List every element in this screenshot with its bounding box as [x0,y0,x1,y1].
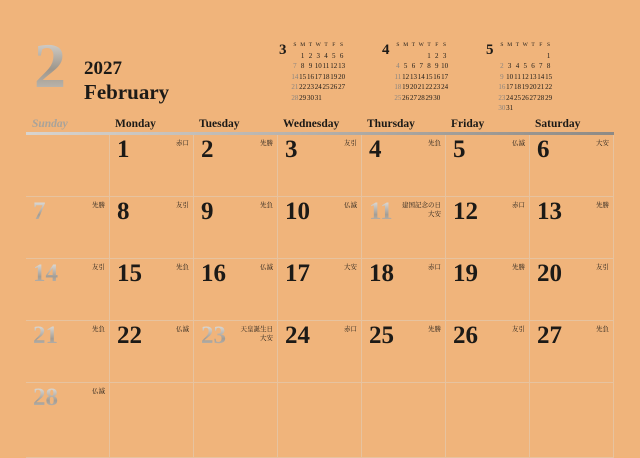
mini-day: 22 [425,83,433,91]
mini-day: 9 [308,62,313,70]
mini-day [402,51,410,62]
day-number: 27 [537,322,562,349]
mini-day: 16 [433,72,441,81]
mini-day: 23 [433,83,441,91]
mini-day: 22 [299,83,307,91]
day-cell[interactable] [530,135,614,197]
day-number: 1 [117,136,130,163]
day-cell[interactable] [362,259,446,321]
weekday-monday: Monday [115,118,156,130]
mini-day: 9 [435,62,439,70]
mini-day: 25 [322,83,330,91]
mini-day [506,51,514,62]
rokuyo-label: 大安 [428,209,441,218]
day-cell[interactable] [194,197,278,259]
weekday-thursday: Thursday [367,118,415,130]
mini-day: 14 [537,72,545,81]
mini-day [394,51,402,62]
mini-weekday: T [324,42,328,48]
rokuyo-label: 先勝 [596,201,609,209]
rokuyo-label: 友引 [176,201,189,209]
day-number: 7 [33,198,46,225]
mini-weekday: S [293,42,297,48]
mini-day: 10 [506,72,514,81]
mini-day [521,51,529,62]
mini-day: 17 [441,72,449,81]
mini-day: 3 [442,51,447,60]
mini-day [521,103,529,114]
mini-day: 16 [498,83,506,91]
day-number: 3 [285,136,298,163]
day-cell[interactable] [278,259,362,321]
mini-weekday: M [507,42,513,48]
mini-day: 26 [402,93,410,102]
mini-weekday: W [522,42,528,48]
mini-day: 14 [291,72,299,81]
mini-day: 3 [316,51,320,60]
day-cell[interactable] [26,197,110,259]
mini-day: 20 [338,72,346,81]
day-cell[interactable] [278,197,362,259]
day-number: 6 [537,136,550,163]
rokuyo-label: 先負 [596,325,609,333]
day-cell[interactable] [362,135,446,197]
mini-day [291,51,299,62]
mini-day: 20 [409,83,417,91]
day-cell[interactable] [110,135,194,197]
mini-weekday: W [418,42,424,48]
day-number: 9 [201,198,214,225]
day-number: 15 [117,260,142,287]
mini-weekday: S [547,42,551,48]
mini-day: 22 [545,83,553,91]
mini-day: 26 [521,93,529,102]
day-cell[interactable] [362,321,446,383]
mini-day: 5 [523,62,527,70]
mini-day: 19 [521,83,529,91]
mini-day: 28 [537,93,545,102]
mini-day [529,51,537,62]
rokuyo-label: 友引 [92,263,105,271]
calendar-header [0,0,640,116]
mini-day [514,103,522,114]
rokuyo-label: 仏滅 [344,201,357,209]
mini-weekday: W [315,42,321,48]
mini-day: 8 [300,62,305,70]
day-cell[interactable] [26,259,110,321]
mini-day: 3 [507,62,512,70]
mini-day: 18 [394,83,402,91]
mini-day [322,93,330,104]
day-number: 4 [369,136,382,163]
rokuyo-label: 友引 [512,325,525,333]
mini-day: 14 [417,72,425,81]
day-number: 21 [33,322,58,349]
mini-day: 25 [394,93,402,102]
mini-weekday: S [500,42,504,48]
weekday-saturday: Saturday [535,118,581,130]
mini-weekday: M [403,42,409,48]
day-number: 5 [453,136,466,163]
rokuyo-label: 赤口 [176,139,189,147]
mini-day: 19 [330,72,338,81]
mini-day: 12 [330,62,338,70]
mini-day: 23 [498,93,506,102]
rokuyo-label: 先勝 [92,201,105,209]
rokuyo-label: 仏滅 [260,263,273,271]
mini-day: 28 [291,93,299,102]
rokuyo-label: 先勝 [512,263,525,271]
mini-day: 21 [537,83,545,91]
mini-day: 11 [394,72,402,81]
mini-weekday: F [539,42,543,48]
day-cell[interactable] [278,135,362,197]
mini-day: 17 [314,72,322,81]
mini-day: 31 [314,93,322,102]
mini-day: 30 [498,104,506,112]
day-cell[interactable] [110,321,194,383]
mini-day [537,103,545,114]
day-cell[interactable] [530,259,614,321]
mini-day: 30 [306,93,314,102]
mini-day: 18 [322,72,330,81]
mini-day [410,51,418,62]
mini-day: 4 [396,62,400,70]
mini-day: 24 [314,83,322,91]
mini-day: 27 [529,93,537,102]
mini-day: 13 [409,72,417,81]
mini-day [338,93,346,104]
rokuyo-label: 大安 [596,139,609,147]
day-number: 18 [369,260,394,287]
day-cell[interactable] [446,383,530,458]
mini-day: 12 [521,72,529,81]
day-cell[interactable] [530,197,614,259]
mini-day: 23 [306,83,314,91]
mini-day: 15 [425,72,433,81]
rokuyo-label: 仏滅 [176,325,189,333]
rokuyo-label: 先勝 [428,325,441,333]
mini-day [498,51,506,62]
holiday-name: 天皇誕生日 [240,325,273,333]
mini-day: 21 [291,83,299,91]
month-number: 2 [34,30,66,101]
mini-day [330,93,338,104]
mini-day: 2 [435,51,439,60]
mini-weekday: T [515,42,520,48]
mini-day: 17 [506,83,514,91]
day-number: 17 [285,260,310,287]
mini-day: 26 [330,83,338,91]
mini-weekday: S [443,42,447,48]
day-cell[interactable] [26,383,110,458]
rokuyo-label: 先勝 [260,139,273,147]
mini-day: 29 [425,93,433,102]
rokuyo-label: 友引 [344,139,357,147]
day-cell[interactable] [446,259,530,321]
mini-day: 7 [539,62,543,70]
mini-day: 1 [300,51,305,60]
mini-day: 24 [506,93,514,102]
mini-day: 8 [546,62,551,70]
mini-day [514,51,522,62]
day-number: 22 [117,322,142,349]
rokuyo-label: 先負 [92,325,105,333]
mini-day: 7 [293,62,297,70]
day-number: 8 [117,198,130,225]
day-number: 24 [285,322,310,349]
mini-weekday: T [308,42,313,48]
weekday-sunday: Sunday [32,118,68,130]
mini-weekday: S [396,42,400,48]
day-cell[interactable] [530,321,614,383]
day-cell[interactable] [362,197,446,259]
day-number: 26 [453,322,478,349]
mini-day: 6 [411,62,416,70]
day-cell[interactable] [194,259,278,321]
mini-day: 20 [529,83,537,91]
day-cell[interactable] [110,259,194,321]
mini-day: 10 [314,62,322,70]
rokuyo-label: 大安 [260,333,273,342]
rokuyo-label: 仏滅 [512,139,525,147]
mini-weekday: T [531,42,535,48]
mini-day: 29 [299,93,307,102]
year: 2027 [84,58,122,79]
month-name: February [84,80,170,104]
mini-day: 8 [427,62,431,70]
day-cell[interactable] [446,135,530,197]
day-cell[interactable] [362,383,446,458]
mini-month-number: 3 [279,42,287,58]
mini-day: 11 [322,62,330,70]
rokuyo-label: 先負 [428,139,441,147]
month-grid [26,135,614,458]
mini-day [545,103,553,114]
day-number: 12 [453,198,478,225]
mini-day: 28 [417,93,425,102]
mini-day: 7 [419,62,423,70]
day-cell[interactable] [110,383,194,458]
mini-weekday: T [427,42,431,48]
mini-day: 4 [324,51,328,60]
mini-weekday: T [411,42,416,48]
mini-month-number: 4 [382,42,390,58]
mini-day: 1 [427,51,431,60]
mini-day: 27 [338,83,346,91]
mini-day: 18 [513,83,521,91]
weekday-wednesday: Wednesday [283,118,340,130]
mini-day: 16 [306,72,314,81]
mini-day: 13 [338,62,346,70]
mini-day: 5 [403,62,408,70]
mini-day: 24 [441,83,449,91]
day-number: 13 [537,198,562,225]
day-number: 14 [33,260,58,287]
day-cell[interactable] [446,197,530,259]
weekday-tuesday: Tuesday [199,118,240,130]
mini-day: 29 [545,93,553,102]
day-cell[interactable] [446,321,530,383]
mini-day: 11 [514,72,521,81]
mini-day: 10 [441,62,449,70]
mini-day: 4 [515,62,520,70]
day-number: 25 [369,322,394,349]
day-cell[interactable] [110,197,194,259]
day-cell[interactable] [194,383,278,458]
holiday-name: 建国記念の日 [402,201,441,209]
mini-day: 12 [402,72,410,81]
rokuyo-label: 赤口 [344,325,357,333]
day-number: 20 [537,260,562,287]
mini-month-number: 5 [486,42,494,58]
mini-day [529,103,537,114]
mini-day [417,51,425,62]
day-cell[interactable] [278,383,362,458]
mini-day: 2 [500,62,504,70]
mini-day: 21 [417,83,425,91]
day-number: 11 [369,198,393,225]
weekday-friday: Friday [451,118,485,130]
rokuyo-label: 仏滅 [92,387,105,395]
day-cell[interactable] [194,135,278,197]
rokuyo-label: 大安 [344,263,357,271]
mini-weekday: F [332,42,336,48]
rokuyo-label: 先負 [260,201,273,209]
day-cell[interactable] [194,321,278,383]
mini-day: 6 [339,51,344,60]
mini-weekday: F [435,42,439,48]
day-cell[interactable] [530,383,614,458]
mini-day: 19 [402,83,410,91]
mini-weekday: S [340,42,344,48]
mini-day: 13 [529,72,537,81]
mini-day: 6 [531,62,535,70]
day-cell[interactable] [26,321,110,383]
mini-day [537,51,545,62]
mini-day: 9 [500,72,504,81]
day-number: 16 [201,260,226,287]
mini-day: 27 [409,93,417,102]
day-number: 28 [33,384,58,411]
day-number: 10 [285,198,310,225]
mini-day: 2 [308,51,313,60]
mini-day: 5 [332,51,336,60]
day-cell[interactable] [278,321,362,383]
rokuyo-label: 赤口 [428,263,441,271]
day-cell[interactable] [26,135,110,197]
mini-weekday: M [300,42,306,48]
mini-day: 15 [299,72,307,81]
mini-day: 25 [513,93,521,102]
day-number: 23 [201,322,226,349]
mini-day: 30 [433,93,441,102]
mini-day: 31 [506,104,514,112]
mini-day [441,93,449,104]
rokuyo-label: 赤口 [512,201,525,209]
rokuyo-label: 友引 [596,263,609,271]
mini-day: 15 [545,72,553,81]
mini-day: 1 [546,51,551,60]
day-number: 19 [453,260,478,287]
day-number: 2 [201,136,214,163]
rokuyo-label: 先負 [176,263,189,271]
